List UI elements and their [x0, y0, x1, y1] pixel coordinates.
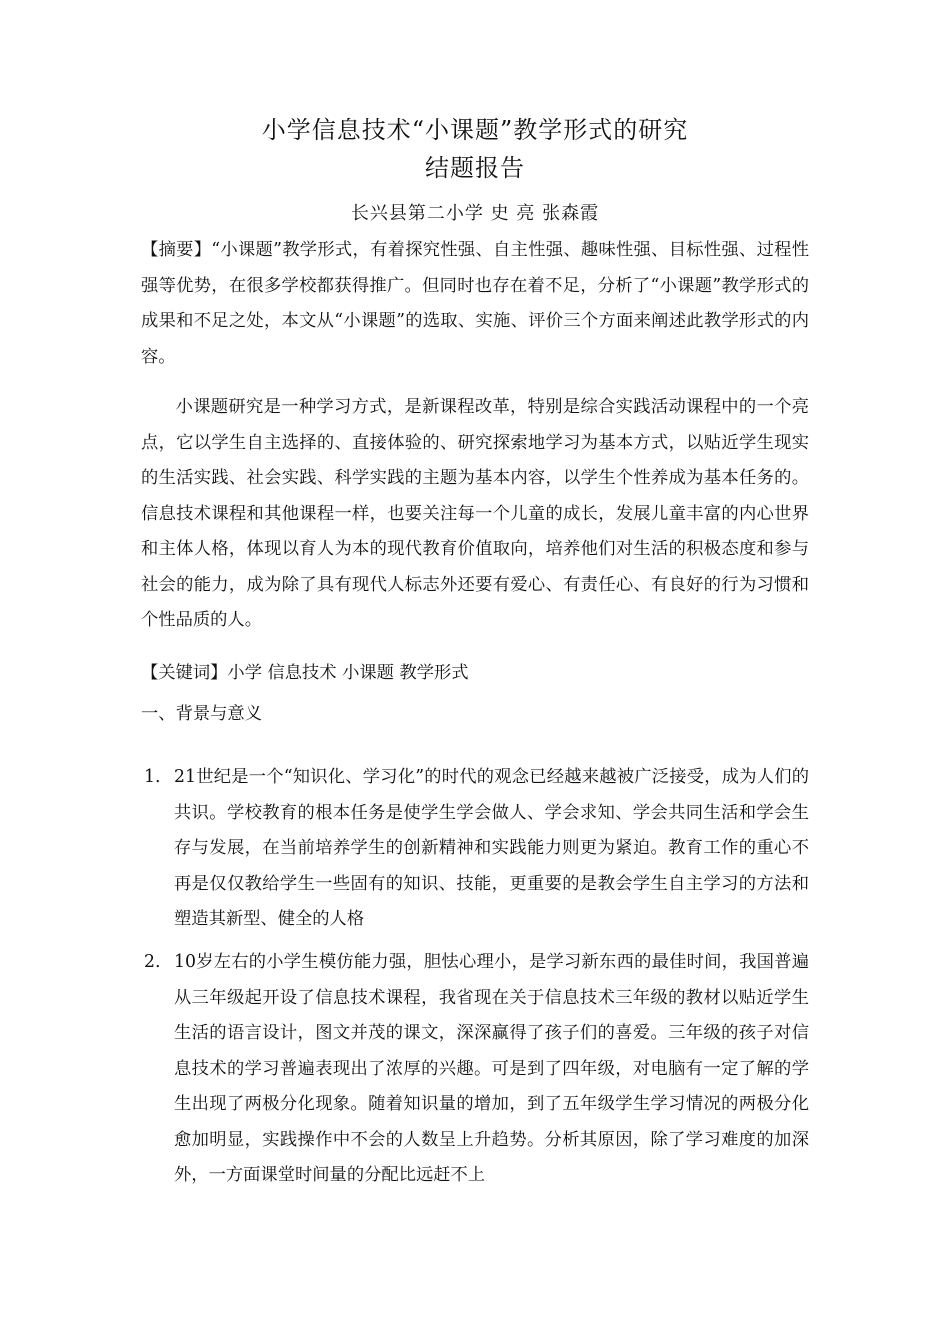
list-item-number: 1.	[144, 767, 161, 787]
list-item	[141, 945, 809, 1194]
keywords-line: 【关键词】小学 信息技术 小课题 教学形式	[141, 663, 469, 683]
list-item-text: 21世纪是一个“知识化、学习化”的时代的观念已经越来越被广泛接受，成为人们的共识。学校教育的根本任务是使学生学会做人、学会求知、学会共同生活和学会生存与发展，在当前培养学生的创新精神和实践能力则更为紧迫。教育工作的重心不再是仅仅教给学生一些固有的知识、技能，更重要的是教会学生自主学习的方法和塑造其新型、健全的人格	[174, 767, 809, 929]
list-item	[141, 760, 809, 938]
abstract-paragraph: 【摘要】“小课题”教学形式，有着探究性强、自主性强、趣味性强、目标性强、过程性强等优势，在很多学校都获得推广。但同时也存在着不足，分析了“小课题”教学形式的成果和不足之处，本文从“小课题”的选取、实施、评价三个方面来阐述此教学形式的内容。	[141, 240, 809, 367]
list-item-number: 2.	[144, 952, 161, 972]
numbered-list	[141, 945, 809, 1194]
list-item-text: 10岁左右的小学生模仿能力强，胆怯心理小，是学习新东西的最佳时间，我国普遍从三年级起开设了信息技术课程，我省现在关于信息技术三年级的教材以贴近学生生活的语言设计，图文并茂的课文，深深赢得了孩子们的喜爱。三年级的孩子对信息技术的学习普遍表现出了浓厚的兴趣。可是到了四年级，对电脑有一定了解的学生出现了两极分化现象。随着知识量的增加，到了五年级学生学习情况的两极分化愈加明显，实践操作中不会的人数呈上升趋势。分析其原因，除了学习难度的加深外，一方面课堂时间量的分配比远赶不上	[174, 952, 809, 1185]
document-title: 小学信息技术“小课题”教学形式的研究	[261, 116, 689, 144]
section-heading: 一、背景与意义	[141, 704, 262, 724]
numbered-list	[141, 760, 809, 938]
document-subtitle: 结题报告	[425, 154, 525, 182]
author-line: 长兴县第二小学 史 亮 张森霞	[350, 203, 600, 224]
intro-paragraph: 小课题研究是一种学习方式，是新课程改革，特别是综合实践活动课程中的一个亮点，它以学生自主选择的、直接体验的、研究探索地学习为基本方式，以贴近学生现实的生活实践、社会实践、科学实践的主题为基本内容，以学生个性养成为基本任务的。信息技术课程和其他课程一样，也要关注每一个儿童的成长，发展儿童丰富的内心世界和主体人格，体现以育人为本的现代教育价值取向，培养他们对生活的积极态度和参与社会的能力，成为除了具有现代人标志外还要有爱心、有责任心、有良好的行为习惯和个性品质的人。	[141, 397, 809, 630]
